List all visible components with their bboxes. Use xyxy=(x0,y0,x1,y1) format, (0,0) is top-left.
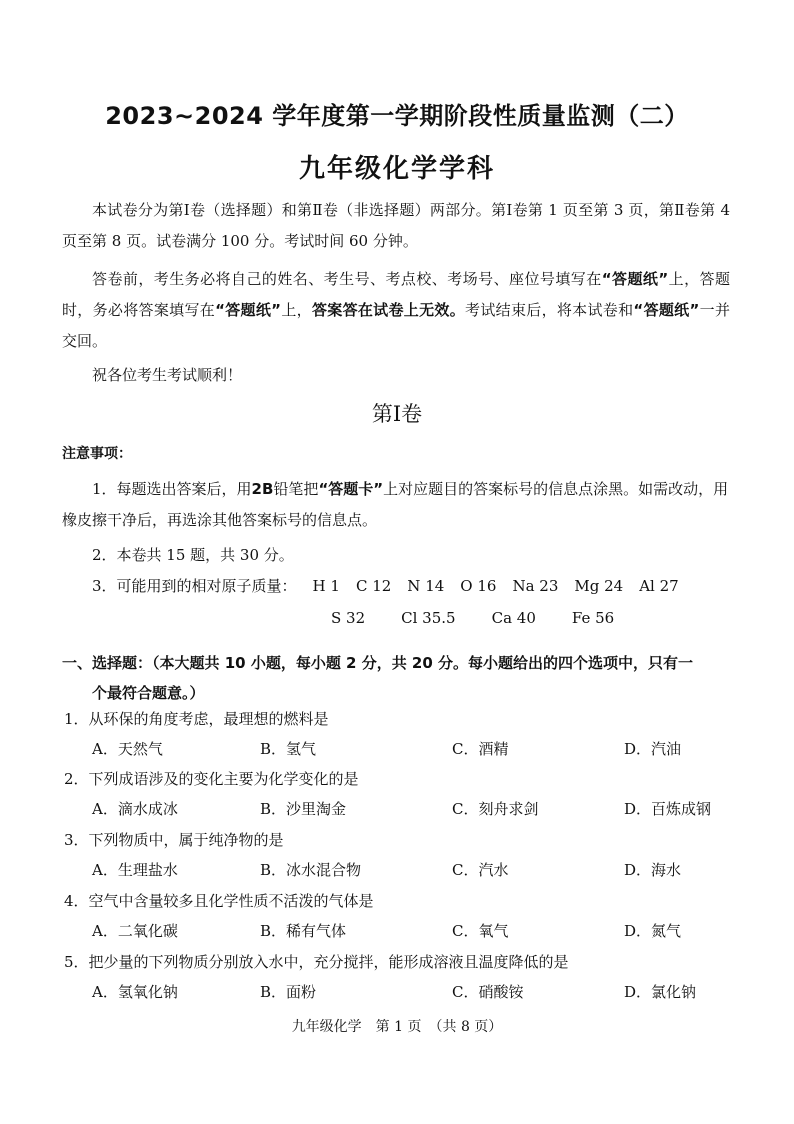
exam-title: 2023~2024 学年度第一学期阶段性质量监测（二） xyxy=(105,102,689,130)
answer-option: B．冰水混合物 xyxy=(260,861,362,879)
pencil-type: 2B xyxy=(251,480,274,498)
answer-option: C．汽水 xyxy=(452,861,509,879)
question-stem: 5．把少量的下列物质分别放入水中，充分搅拌，能形成溶液且温度降低的是 xyxy=(64,953,569,971)
part-heading-line-1: 一、选择题：（本大题共 10 小题，每小题 2 分，共 20 分。每小题给出的四个选项中，只有一 xyxy=(62,654,694,672)
question-stem: 2．下列成语涉及的变化主要为化学变化的是 xyxy=(64,770,359,788)
note-3-prefix: 3．可能用到的相对原子质量： xyxy=(92,577,297,595)
intro-paragraph-2 xyxy=(62,264,730,357)
note-3 xyxy=(62,571,732,602)
atomic-masses-line-1 xyxy=(297,577,679,595)
atomic-mass-item: C 12 xyxy=(355,577,392,595)
answer-card-label: “答题卡” xyxy=(318,480,384,498)
answer-sheet-label: “答题纸” xyxy=(633,301,700,319)
answer-option: B．沙里淘金 xyxy=(260,800,347,818)
atomic-mass-item: Al 27 xyxy=(639,577,679,595)
answer-option: A．氢氧化钠 xyxy=(92,983,178,1001)
question-options xyxy=(0,920,794,940)
intro-text: 上， xyxy=(281,301,312,319)
note-text: 铅笔把 xyxy=(273,480,319,498)
question-options xyxy=(0,738,794,758)
answer-option: D．海水 xyxy=(624,861,682,879)
answer-option: C．氧气 xyxy=(452,922,509,940)
answer-option: C．硝酸铵 xyxy=(452,983,524,1001)
atomic-mass-item: H 1 xyxy=(312,577,340,595)
atomic-mass-item: Cl 35.5 xyxy=(401,609,456,627)
atomic-mass-item: Mg 24 xyxy=(574,577,624,595)
note-text: 1．每题选出答案后，用 xyxy=(92,480,252,498)
answer-option: A．滴水成冰 xyxy=(92,800,178,818)
page-footer: 九年级化学 第 1 页 （共 8 页） xyxy=(291,1019,503,1035)
atomic-masses-line-2 xyxy=(315,609,634,627)
intro-text: 考试结束后，将本试卷和 xyxy=(465,301,634,319)
intro-text: 答卷前，考生务必将自己的姓名、考生号、考点校、考场号、座位号填写在 xyxy=(92,270,602,288)
answer-option: A．生理盐水 xyxy=(92,861,178,879)
answer-option: D．百炼成钢 xyxy=(624,800,712,818)
intro-text: 上，答题时，务必将答案填写在 xyxy=(62,270,730,319)
atomic-mass-item: O 16 xyxy=(460,577,497,595)
answer-sheet-label: “答题纸” xyxy=(215,301,282,319)
intro-paragraph-1: 本试卷分为第Ⅰ卷（选择题）和第Ⅱ卷（非选择题）两部分。第Ⅰ卷第 1 页至第 3 页，第Ⅱ卷第 4 页至第 8 页。试卷满分 100 分。考试时间 60 分钟。 xyxy=(62,201,730,250)
notice-heading: 注意事项： xyxy=(62,446,132,462)
intro-text: 一并交回。 xyxy=(62,301,730,350)
note-1 xyxy=(62,474,730,536)
section-title: 第Ⅰ卷 xyxy=(371,402,423,426)
answer-option: D．氯化钠 xyxy=(624,983,697,1001)
answer-option: B．稀有气体 xyxy=(260,922,347,940)
question-options xyxy=(0,859,794,879)
note-text: 上对应题目的答案标号的信息点涂黑。如需改动，用橡皮擦干净后，再选涂其他答案标号的信息点。 xyxy=(62,480,729,529)
answer-option: C．酒精 xyxy=(452,740,509,758)
answer-option: A．天然气 xyxy=(92,740,163,758)
exam-subtitle: 九年级化学学科 xyxy=(298,154,495,184)
question-options xyxy=(0,798,794,818)
good-luck-text: 祝各位考生考试顺利！ xyxy=(92,366,243,384)
atomic-mass-item: Ca 40 xyxy=(491,609,536,627)
atomic-mass-item: S 32 xyxy=(331,609,366,627)
atomic-mass-item: Na 23 xyxy=(512,577,559,595)
part-heading xyxy=(62,648,730,708)
answer-option: C．刻舟求剑 xyxy=(452,800,539,818)
answer-option: D．氮气 xyxy=(624,922,682,940)
answer-option: B．氢气 xyxy=(260,740,317,758)
question-stem: 1．从环保的角度考虑，最理想的燃料是 xyxy=(64,710,329,728)
invalid-answer-warning: 答案答在试卷上无效。 xyxy=(311,301,466,319)
answer-option: D．汽油 xyxy=(624,740,682,758)
answer-option: B．面粉 xyxy=(260,983,317,1001)
question-stem: 3．下列物质中，属于纯净物的是 xyxy=(64,831,284,849)
answer-sheet-label: “答题纸” xyxy=(601,270,669,288)
part-heading-line-2: 个最符合题意。） xyxy=(92,684,205,702)
question-options xyxy=(0,981,794,1001)
note-2: 2．本卷共 15 题，共 30 分。 xyxy=(92,546,294,564)
atomic-mass-item: N 14 xyxy=(407,577,445,595)
answer-option: A．二氧化碳 xyxy=(92,922,178,940)
atomic-mass-item: Fe 56 xyxy=(571,609,615,627)
question-stem: 4．空气中含量较多且化学性质不活泼的气体是 xyxy=(64,892,374,910)
